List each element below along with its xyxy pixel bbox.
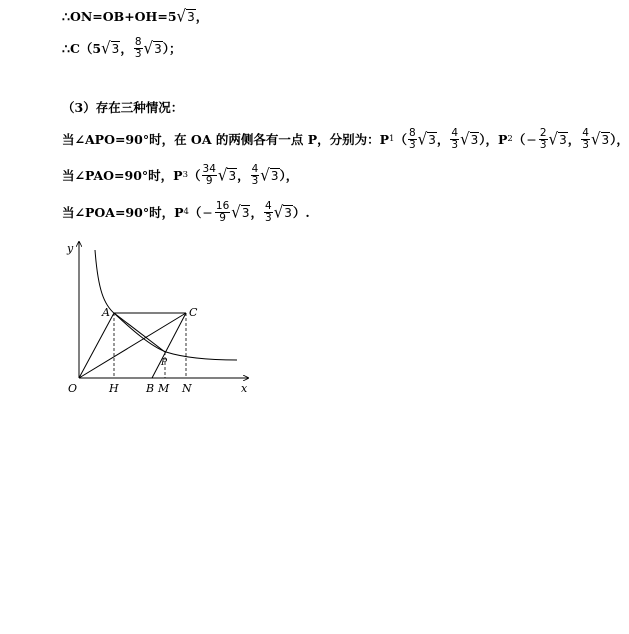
line-on-equation: ∴ON=OB+OH=5 √ 3 ，: [62, 5, 209, 26]
fraction: $\frac{4}{3}$: [582, 126, 589, 151]
label-P: P: [161, 358, 168, 368]
fraction: $\frac{16}{9}$: [215, 199, 230, 224]
line-point-c: ∴C（5 √ 3 ， $\frac{8}{3}$ √ 3 ）；: [62, 35, 182, 60]
line-case-poa: 当∠POA=90°时，P 4 （ − $\frac{16}{9}$ √ 3 ， $\frac{4}{3}$ √ 3 ）.: [62, 199, 310, 224]
label-O: O: [68, 382, 78, 395]
label-x: x: [241, 382, 248, 395]
sqrt-3: √ 3: [460, 128, 479, 149]
fraction: $\frac{4}{3}$: [265, 199, 272, 224]
sqrt-3: √ 3: [260, 164, 279, 185]
label-C: C: [189, 306, 198, 319]
sqrt-3: √ 3: [417, 128, 436, 149]
sqrt-3: √ 3: [548, 128, 567, 149]
segment-OC: [79, 313, 186, 378]
line-2-text: ∴C（5: [62, 41, 102, 56]
line-1-text: ∴ON=OB+OH=5: [62, 8, 177, 24]
sqrt-3: √ 3: [231, 201, 250, 222]
label-A: A: [102, 306, 110, 319]
fraction: $\frac{4}{3}$: [451, 126, 459, 151]
sqrt-3: √ 3: [273, 201, 292, 222]
hyperbola-curve: [95, 250, 237, 360]
segment-OA: [79, 313, 114, 378]
sqrt-3: √ 3: [176, 5, 195, 26]
fraction: $\frac{2}{3}$: [539, 126, 547, 151]
line-case-pao: 当∠PAO=90°时，P 3 （ $\frac{34}{9}$ √ 3 ， $\frac{4}{3}$ √ 3 ），: [62, 162, 299, 187]
label-H: H: [109, 382, 119, 395]
label-y: y: [67, 242, 74, 255]
fraction: $\frac{8}{3}$: [134, 35, 142, 60]
fraction: $\frac{34}{9}$: [202, 162, 216, 187]
label-N: N: [182, 382, 192, 395]
segment-AP: [114, 313, 165, 352]
sqrt-3: √ 3: [101, 37, 120, 58]
sqrt-3: √ 3: [590, 128, 610, 149]
fraction: $\frac{8}{3}$: [408, 126, 416, 151]
sqrt-3: √ 3: [143, 37, 162, 58]
label-M: M: [158, 382, 170, 395]
line-case-apo: 当∠APO=90°时，在 OA 的两侧各有一点 P，分别为：P 1 （ $\frac{8}{3}$ √ 3 ， $\frac{4}{3}$ √ 3 ），P 2 （ − $\frac{2}{3}$ √ 3 ， $\frac{4}{3}$ √ 3 ），: [62, 126, 629, 151]
sqrt-3: √ 3: [217, 164, 237, 185]
fraction: $\frac{4}{3}$: [251, 162, 259, 187]
label-B: B: [146, 382, 155, 395]
line-three-cases-heading: （3）存在三种情况：: [62, 100, 184, 115]
